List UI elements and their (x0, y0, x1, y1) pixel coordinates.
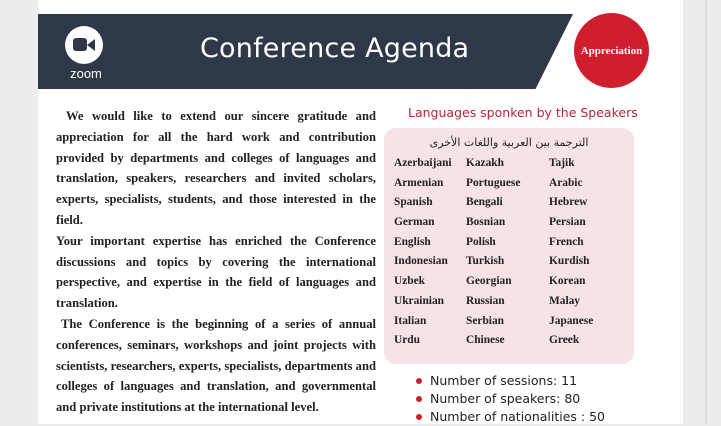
paragraph-series: The Conference is the beginning of a series of annual conferences, seminars, workshops and joint projects with scientists, researchers, experts, specialists, departments and colleges of languages and translation, and governmental and private institutions at the international level. (56, 316, 376, 415)
stat-nationalities: Number of nationalities : 50 (416, 408, 605, 426)
language-item: Malay (549, 294, 581, 307)
language-item: Turkish (466, 255, 505, 268)
stat-speakers: Number of speakers: 80 (416, 390, 605, 408)
arabic-heading: الترجمة بين العربية واللغات الأخرى (429, 136, 589, 149)
language-item: Russian (466, 294, 505, 307)
language-item: Spanish (394, 196, 433, 209)
language-item: Hebrew (549, 196, 588, 209)
language-item: Kurdish (549, 255, 590, 268)
language-item: Persian (549, 216, 586, 229)
language-item: Armenian (394, 176, 444, 189)
stat-sessions: Number of sessions: 11 (416, 372, 605, 390)
languages-heading: Languages sponken by the Speakers (408, 105, 638, 120)
page-margin-left (0, 0, 38, 424)
language-item: Portuguese (466, 176, 521, 189)
zoom-camera-icon (62, 26, 106, 70)
language-item: French (549, 235, 584, 248)
bullet-icon (416, 414, 422, 420)
paragraph-gratitude: We would like to extend our sincere gratitude and appreciation for all the hard work and contribution provided by departments and colleges of languages and translation, speakers, researchers and invited scholars, experts, specialists, students, and those interested in the field. (56, 109, 376, 227)
languages-grid (394, 157, 629, 354)
language-item: German (394, 216, 435, 229)
document-page (38, 0, 683, 424)
language-item: Greek (549, 334, 580, 347)
paragraph-expertise: Your important expertise has enriched the Conference discussions and topics by covering the international perspective, and expertise in the field of languages and translation. (56, 233, 376, 311)
language-item: Azerbaijani (394, 157, 452, 169)
languages-box (384, 128, 634, 364)
language-item: Bosnian (466, 216, 506, 229)
language-item: Italian (394, 314, 427, 327)
bullet-icon (416, 378, 422, 384)
language-item: Ukrainian (394, 294, 445, 307)
language-item: Chinese (466, 334, 505, 347)
conference-stats (416, 372, 605, 426)
page-margin-right (683, 0, 721, 424)
language-item: Urdu (394, 334, 420, 347)
language-item: Indonesian (394, 255, 448, 268)
language-item: Uzbek (394, 275, 426, 288)
page-title: Conference Agenda (200, 33, 470, 64)
language-item: Japanese (549, 314, 594, 327)
language-item: Korean (549, 275, 586, 288)
language-item: Georgian (466, 275, 512, 288)
appreciation-badge: Appreciation (574, 13, 649, 88)
zoom-logo-text: zoom (70, 66, 102, 81)
language-item: Polish (466, 235, 496, 248)
language-item: Bengali (466, 196, 503, 209)
bullet-icon (416, 396, 422, 402)
language-item: Serbian (466, 314, 504, 327)
appreciation-text (56, 106, 376, 418)
language-item: Kazakh (466, 157, 504, 169)
language-item: Tajik (549, 157, 575, 169)
language-item: English (394, 235, 431, 248)
language-item: Arabic (549, 176, 583, 189)
